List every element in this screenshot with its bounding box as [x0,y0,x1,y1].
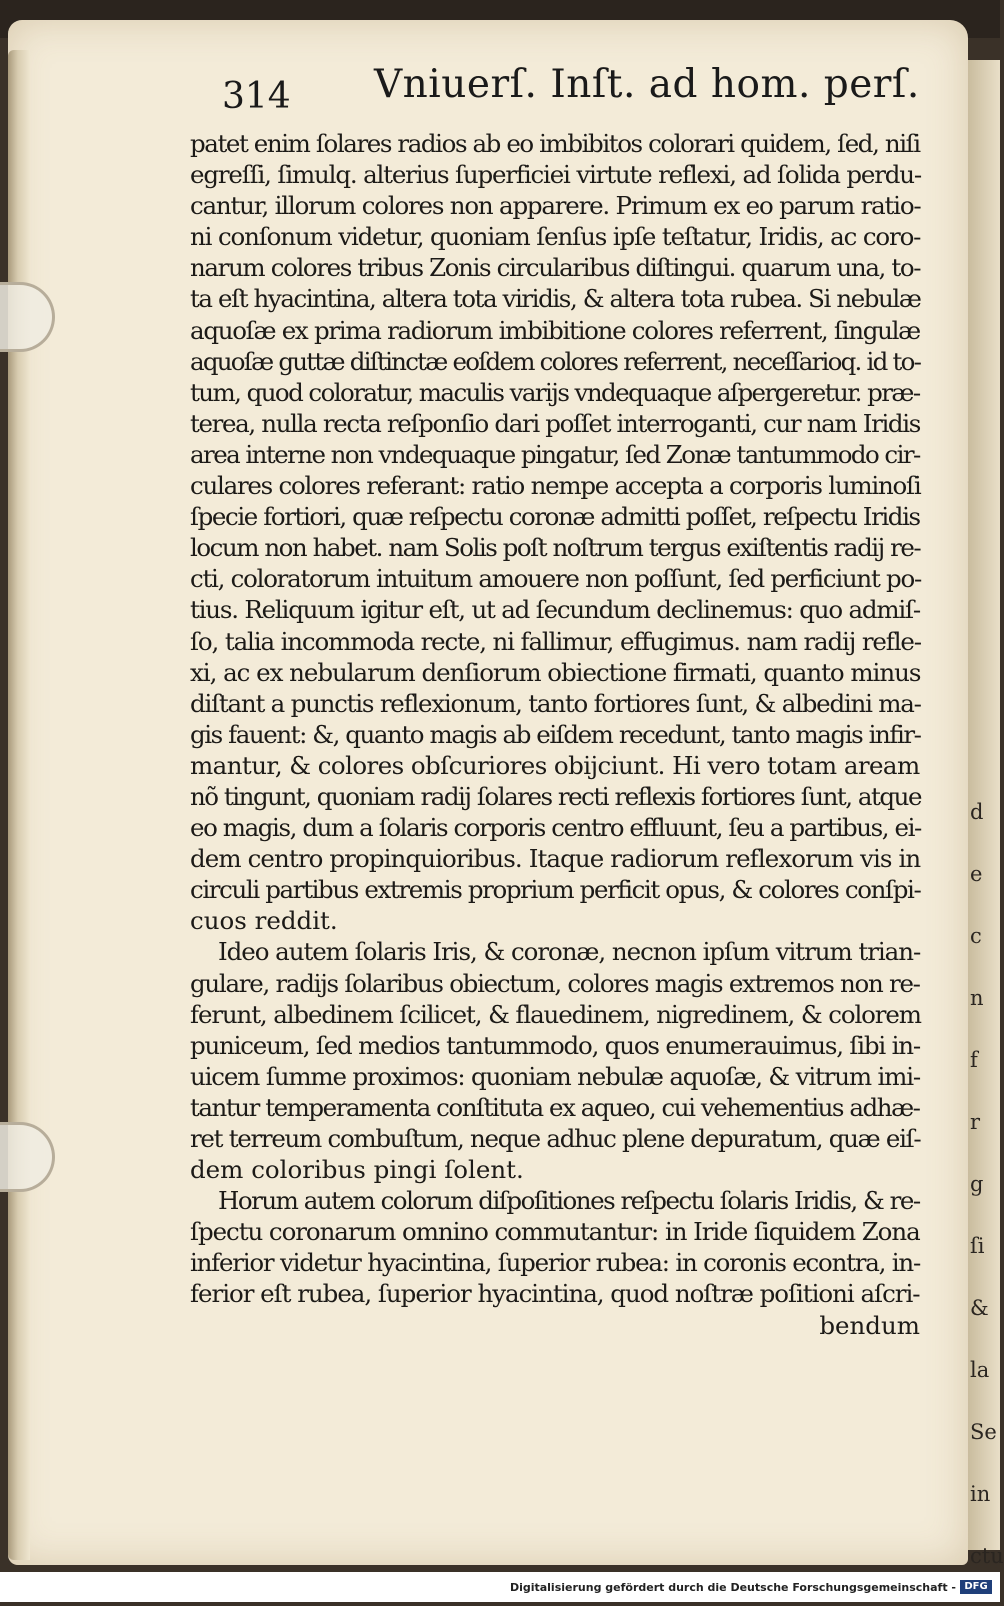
text-line: ferunt, albedinem ſcilicet, & flauedinem, nigredinem, & colorem [190,999,921,1029]
text-line: ni conſonum videtur, quoniam ſenſus ipſe teſtatur, Iridis, ac coro- [190,222,921,252]
page-header [222,58,922,118]
text-line: ta eſt hyacintina, altera tota viridis, & altera tota rubea. Si nebulæ [190,284,921,314]
text-line: puniceum, ſed medios tantummodo, quos enumerauimus, ſibi in- [190,1030,920,1060]
margin-fragment: ctu [970,1544,1004,1568]
margin-fragment: c [970,924,982,948]
margin-fragment: ſi [970,1234,985,1258]
page-gutter [8,50,30,1560]
margin-fragment: Se [970,1420,997,1444]
text-line: ſpectu coronarum omnino commutantur: in Iride ſiquidem Zona [190,1217,920,1247]
margin-fragment: & [970,1296,989,1320]
text-line: circuli partibus extremis proprium perficit opus, & colores conſpi- [190,875,921,905]
catchword: bendum [819,1310,920,1340]
text-line: gis fauent: &, quanto magis ab eiſdem recedunt, tanto magis infir- [190,719,921,749]
body-text [190,128,920,1341]
text-line: uicem ſumme proximos: quoniam nebulæ aquoſæ, & vitrum imi- [190,1061,920,1091]
page-number: 314 [222,76,291,117]
facing-page-margin-text [970,800,1004,1606]
text-line: patet enim ſolares radios ab eo imbibitos colorari quidem, ſed, niſi [190,129,920,158]
running-head: Vniuerſ. Inſt. ad hom. perſ. [374,62,920,107]
text-line: dem coloribus pingi ſolent. [190,1155,524,1185]
text-line: narum colores tribus Zonis circularibus diſtingui. quarum una, to- [190,253,921,283]
text-line: cantur, illorum colores non apparere. Primum ex eo parum ratio- [190,191,921,221]
margin-fragment: n [970,986,984,1010]
text-line: tum, quod coloratur, maculis varijs vndequaque aſpergeretur. præ- [190,377,920,407]
text-line: xi, ac ex nebularum denſiorum obiectione firmati, quanto minus [190,657,921,687]
text-line: cti, coloratorum intuitum amouere non poſſunt, ſed perficiunt po- [190,564,921,594]
margin-fragment: g [970,1172,984,1196]
dfg-logo: DFG [960,1580,992,1594]
text-line: Horum autem colorum diſpoſitiones reſpectu ſolaris Iridis, & re- [218,1186,920,1216]
margin-fragment: in [970,1482,991,1506]
margin-fragment: la [970,1358,990,1382]
margin-fragment: e [970,862,983,886]
text-line: mantur, & colores obſcuriores obijciunt. Hi vero totam aream [190,750,920,780]
text-line: nõ tingunt, quoniam radij ſolares recti reflexis fortiores ſunt, atque [190,781,921,811]
text-line: tantur temperamenta conſtituta ex aqueo, cui vehementius adhæ- [190,1092,920,1122]
text-line: dem centro propinquioribus. Itaque radiorum reflexorum vis in [190,844,921,874]
text-line: ret terreum combuſtum, neque adhuc plene depuratum, quæ eiſ- [190,1124,921,1153]
text-line: locum non habet. nam Solis poſt noſtrum tergus exiſtentis radij re- [190,533,921,563]
text-line: eo magis, dum a ſolaris corporis centro effluunt, ſeu a partibus, ei- [190,813,921,843]
text-line: diſtant a punctis reflexionum, tanto fortiores ſunt, & albedini ma- [190,688,921,718]
margin-fragment: d [970,800,984,824]
margin-fragment: r [970,1110,981,1134]
text-line: inferior videtur hyacintina, ſuperior rubea: in coronis econtra, in- [190,1248,921,1278]
text-line: area interne non vndequaque pingatur, ſed Zonæ tantummodo cir- [190,439,920,469]
text-line: ferior eſt rubea, ſuperior hyacintina, quod noſtræ poſitioni aſcri- [190,1279,920,1309]
text-line: aquoſæ ex prima radiorum imbibitione colores referrent, ſingulæ [190,315,920,345]
text-line: ſo, talia incommoda recte, ni fallimur, effugimus. nam radij refle- [190,626,921,656]
text-line: cuos reddit. [190,906,338,936]
text-line: egreſſi, ſimulq. alterius ſuperficiei virtute reflexi, ad ſolida perdu- [190,160,922,190]
text-line: gulare, radijs ſolaribus obiectum, colores magis extremos non re- [190,968,920,998]
text-line: aquoſæ guttæ diſtinctæ eoſdem colores referrent, neceſſarioq. id to- [190,346,921,376]
text-line: ſpecie fortiori, quæ reſpectu coronæ admitti poſſet, reſpectu Iridis [190,502,920,532]
text-line: culares colores referant: ratio nempe accepta a corporis luminoſi [190,471,921,501]
digitization-footer [0,1572,1000,1602]
margin-fragment: f [970,1048,978,1072]
text-line: terea, nulla recta reſponſio dari poſſet interroganti, cur nam Iridis [190,408,920,438]
footer-credit: Digitalisierung gefördert durch die Deutsche Forschungsgemeinschaft - [509,1581,956,1594]
text-line: Ideo autem ſolaris Iris, & coronæ, necnon ipſum vitrum trian- [218,937,921,967]
text-line: tius. Reliquum igitur eſt, ut ad ſecundum declinemus: quo admiſ- [190,595,920,625]
